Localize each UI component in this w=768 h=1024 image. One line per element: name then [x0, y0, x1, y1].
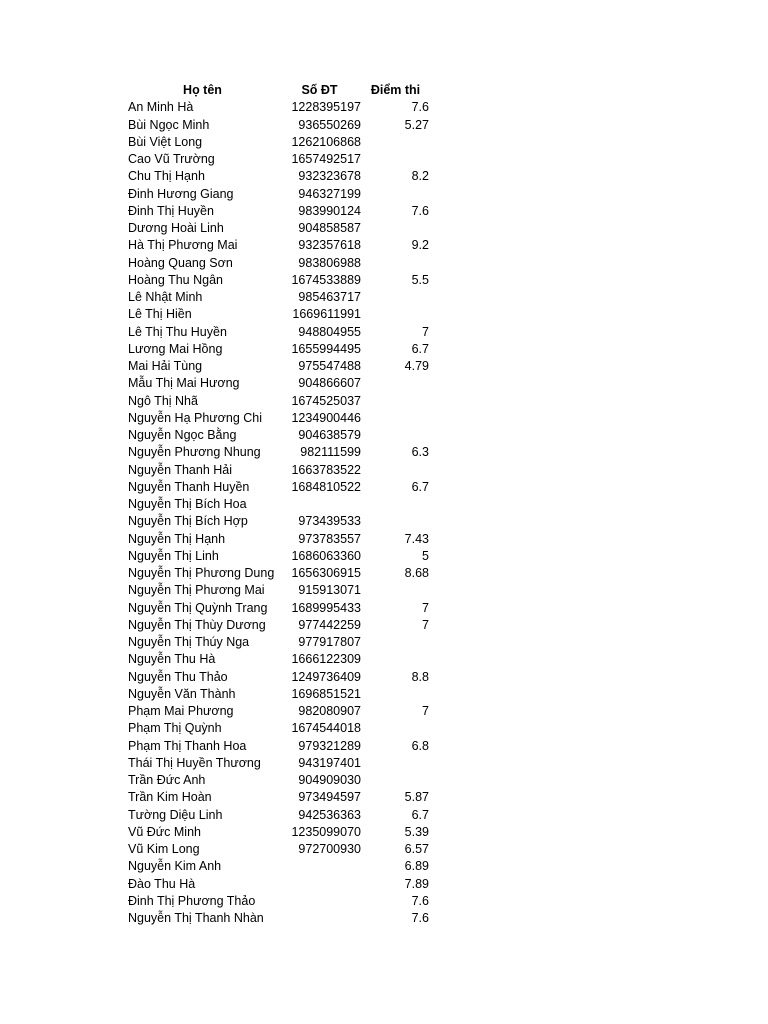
- score-cell[interactable]: 6.3: [411, 445, 429, 460]
- name-cell[interactable]: Nguyễn Phương Nhung: [128, 445, 261, 460]
- score-cell[interactable]: [361, 134, 430, 151]
- score-cell[interactable]: [361, 720, 430, 737]
- table-row: [127, 462, 430, 479]
- score-table: [127, 82, 430, 927]
- name-cell[interactable]: Đinh Thị Phương Thảo: [128, 893, 256, 908]
- score-cell[interactable]: [361, 582, 430, 599]
- name-cell[interactable]: Hoàng Thu Ngân: [128, 272, 223, 287]
- header-phone[interactable]: Số ĐT: [301, 83, 338, 98]
- score-cell[interactable]: 8.2: [411, 169, 429, 184]
- phone-cell[interactable]: 1686063360: [291, 548, 361, 563]
- table-row: [127, 203, 430, 220]
- table-row: [127, 375, 430, 392]
- phone-cell[interactable]: 983990124: [298, 203, 361, 218]
- name-cell[interactable]: Mai Hải Tùng: [128, 359, 203, 374]
- score-cell[interactable]: [361, 686, 430, 703]
- score-cell[interactable]: 6.8: [411, 738, 429, 753]
- name-cell[interactable]: Nguyễn Thị Linh: [128, 548, 219, 563]
- score-cell[interactable]: [361, 462, 430, 479]
- table-row: [127, 807, 430, 824]
- table-row: [127, 582, 430, 599]
- header-row: [127, 82, 430, 99]
- table-row: [127, 669, 430, 686]
- name-cell[interactable]: Vũ Kim Long: [128, 842, 200, 857]
- phone-cell[interactable]: 983806988: [298, 255, 361, 270]
- phone-cell[interactable]: 982080907: [298, 704, 361, 719]
- phone-cell[interactable]: 1674533889: [291, 272, 361, 287]
- table-row: [127, 324, 430, 341]
- score-cell[interactable]: 7: [422, 704, 429, 719]
- phone-cell[interactable]: 985463717: [298, 290, 361, 305]
- name-cell[interactable]: Nguyễn Văn Thành: [128, 686, 236, 701]
- score-cell[interactable]: [361, 306, 430, 323]
- name-cell[interactable]: An Minh Hà: [128, 100, 194, 115]
- table-row: [127, 272, 430, 289]
- score-cell[interactable]: 7.6: [411, 100, 429, 115]
- score-cell[interactable]: 6.57: [404, 842, 429, 857]
- name-cell[interactable]: Đinh Hương Giang: [128, 186, 234, 201]
- table-row: [127, 824, 430, 841]
- score-cell[interactable]: [361, 427, 430, 444]
- header-score[interactable]: Điểm thi: [370, 83, 421, 98]
- name-cell[interactable]: Nguyễn Thị Hạnh: [128, 531, 226, 546]
- name-cell[interactable]: Trần Đức Anh: [128, 773, 206, 788]
- table-row: [127, 738, 430, 755]
- phone-cell[interactable]: 1674544018: [291, 721, 361, 736]
- name-cell[interactable]: Lê Thị Hiền: [128, 307, 192, 322]
- table-row: [127, 479, 430, 496]
- phone-cell[interactable]: 979321289: [298, 738, 361, 753]
- score-cell[interactable]: 8.68: [404, 566, 429, 581]
- table-row: [127, 841, 430, 858]
- phone-cell[interactable]: 1228395197: [291, 100, 361, 115]
- spreadsheet: [127, 82, 430, 927]
- name-cell[interactable]: Bùi Ngọc Minh: [128, 117, 210, 132]
- score-cell[interactable]: 5.27: [404, 117, 429, 132]
- name-cell[interactable]: Phạm Mai Phương: [128, 704, 234, 719]
- table-row: [127, 617, 430, 634]
- table-row: [127, 444, 430, 461]
- name-cell[interactable]: Nguyễn Thanh Hải: [128, 462, 233, 477]
- name-cell[interactable]: Phạm Thị Thanh Hoa: [128, 738, 247, 753]
- table-body: [127, 99, 430, 927]
- name-cell[interactable]: Nguyễn Ngọc Bằng: [128, 428, 237, 443]
- phone-cell[interactable]: 1696851521: [291, 686, 361, 701]
- phone-cell[interactable]: 904638579: [298, 428, 361, 443]
- phone-cell[interactable]: 1684810522: [291, 479, 361, 494]
- table-row: [127, 565, 430, 582]
- table-row: [127, 289, 430, 306]
- table-row: [127, 99, 430, 116]
- score-cell[interactable]: [361, 496, 430, 513]
- table-row: [127, 548, 430, 565]
- phone-cell[interactable]: [278, 893, 361, 910]
- score-cell[interactable]: 7.6: [411, 893, 429, 908]
- score-cell[interactable]: 7: [422, 600, 429, 615]
- phone-cell[interactable]: 1669611991: [292, 307, 361, 322]
- table-row: [127, 151, 430, 168]
- score-cell[interactable]: 9.2: [411, 238, 429, 253]
- phone-cell[interactable]: 972700930: [298, 842, 361, 857]
- table-row: [127, 237, 430, 254]
- name-cell[interactable]: Nguyễn Thị Bích Hợp: [128, 514, 248, 529]
- name-cell[interactable]: Nguyễn Thị Phương Mai: [128, 583, 265, 598]
- table-row: [127, 220, 430, 237]
- name-cell[interactable]: Trần Kim Hoàn: [128, 790, 212, 805]
- phone-cell[interactable]: 1666122309: [291, 652, 361, 667]
- phone-cell[interactable]: 948804955: [298, 324, 361, 339]
- name-cell[interactable]: Lương Mai Hồng: [128, 341, 223, 356]
- score-cell[interactable]: 4.79: [404, 359, 429, 374]
- name-cell[interactable]: Lê Nhật Minh: [128, 290, 203, 305]
- name-cell[interactable]: Nguyễn Hạ Phương Chi: [128, 410, 262, 425]
- score-cell[interactable]: [361, 772, 430, 789]
- phone-cell[interactable]: 946327199: [298, 186, 361, 201]
- name-cell[interactable]: Đào Thu Hà: [128, 876, 196, 891]
- score-cell[interactable]: 5.39: [404, 824, 429, 839]
- score-cell[interactable]: [361, 255, 430, 272]
- score-cell[interactable]: [361, 220, 430, 237]
- phone-cell[interactable]: [278, 858, 361, 875]
- phone-cell[interactable]: 915913071: [298, 583, 361, 598]
- name-cell[interactable]: Lê Thị Thu Huyền: [128, 324, 227, 339]
- phone-cell[interactable]: 1234900446: [291, 410, 361, 425]
- table-row: [127, 755, 430, 772]
- phone-cell[interactable]: 973494597: [298, 790, 361, 805]
- name-cell[interactable]: Hoàng Quang Sơn: [128, 255, 233, 270]
- name-cell[interactable]: Ngô Thị Nhã: [128, 393, 198, 408]
- score-cell[interactable]: [361, 651, 430, 668]
- name-cell[interactable]: Nguyễn Thị Phương Dung: [128, 566, 275, 581]
- score-cell[interactable]: 6.7: [411, 479, 429, 494]
- score-cell[interactable]: 7.6: [411, 911, 429, 926]
- table-row: [127, 703, 430, 720]
- score-cell[interactable]: 8.8: [411, 669, 429, 684]
- table-row: [127, 168, 430, 185]
- name-cell[interactable]: Phạm Thị Quỳnh: [128, 721, 222, 736]
- table-row: [127, 255, 430, 272]
- score-cell[interactable]: 6.89: [404, 859, 429, 874]
- table-row: [127, 772, 430, 789]
- score-cell[interactable]: 5: [422, 548, 429, 563]
- score-cell[interactable]: [361, 289, 430, 306]
- phone-cell[interactable]: 932323678: [298, 169, 361, 184]
- name-cell[interactable]: Vũ Đức Minh: [128, 824, 201, 839]
- phone-cell[interactable]: 977442259: [298, 617, 361, 632]
- score-cell[interactable]: [361, 410, 430, 427]
- table-row: [127, 634, 430, 651]
- name-cell[interactable]: Nguyễn Thị Thùy Dương: [128, 617, 266, 632]
- table-row: [127, 117, 430, 134]
- phone-cell[interactable]: 973783557: [298, 531, 361, 546]
- table-row: [127, 134, 430, 151]
- phone-cell[interactable]: 973439533: [298, 514, 361, 529]
- score-cell[interactable]: [361, 513, 430, 530]
- phone-cell[interactable]: [278, 876, 361, 893]
- phone-cell[interactable]: 1689995433: [291, 600, 361, 615]
- table-row: [127, 910, 430, 927]
- name-cell[interactable]: Nguyễn Thu Thảo: [128, 669, 228, 684]
- score-cell[interactable]: 7: [422, 324, 429, 339]
- phone-cell[interactable]: 904866607: [298, 376, 361, 391]
- name-cell[interactable]: Nguyễn Thị Quỳnh Trang: [128, 600, 268, 615]
- phone-cell[interactable]: 1657492517: [291, 152, 361, 167]
- table-row: [127, 393, 430, 410]
- phone-cell[interactable]: 904858587: [298, 221, 361, 236]
- phone-cell[interactable]: 1262106868: [291, 134, 361, 149]
- name-cell[interactable]: Tường Diệu Linh: [128, 807, 223, 822]
- name-cell[interactable]: Dương Hoài Linh: [128, 221, 224, 236]
- phone-cell[interactable]: 1235099070: [291, 824, 361, 839]
- score-cell[interactable]: 7.6: [411, 203, 429, 218]
- name-cell[interactable]: Bùi Việt Long: [128, 134, 203, 149]
- table-row: [127, 651, 430, 668]
- table-row: [127, 306, 430, 323]
- phone-cell[interactable]: 975547488: [298, 359, 361, 374]
- score-cell[interactable]: [361, 186, 430, 203]
- phone-cell[interactable]: 936550269: [298, 117, 361, 132]
- table-row: [127, 531, 430, 548]
- score-cell[interactable]: 7: [422, 617, 429, 632]
- phone-cell[interactable]: 1249736409: [291, 669, 361, 684]
- name-cell[interactable]: Nguyễn Thị Thúy Nga: [128, 635, 250, 650]
- name-cell[interactable]: Nguyễn Thị Bích Hoa: [128, 497, 247, 512]
- table-row: [127, 789, 430, 806]
- score-cell[interactable]: [361, 393, 430, 410]
- phone-cell[interactable]: 1656306915: [291, 566, 361, 581]
- score-cell[interactable]: 7.43: [404, 531, 429, 546]
- phone-cell[interactable]: 943197401: [298, 755, 361, 770]
- name-cell[interactable]: Mẫu Thị Mai Hương: [128, 376, 240, 391]
- table-row: [127, 600, 430, 617]
- name-cell[interactable]: Đinh Thị Huyền: [128, 203, 214, 218]
- name-cell[interactable]: Chu Thị Hạnh: [128, 169, 205, 184]
- name-cell[interactable]: Cao Vũ Trường: [128, 152, 215, 167]
- name-cell[interactable]: Nguyễn Thị Thanh Nhàn: [128, 911, 264, 926]
- phone-cell[interactable]: 1674525037: [291, 393, 361, 408]
- score-cell[interactable]: 7.89: [404, 876, 429, 891]
- phone-cell[interactable]: [278, 910, 361, 927]
- table-row: [127, 893, 430, 910]
- table-row: [127, 858, 430, 875]
- score-cell[interactable]: [361, 151, 430, 168]
- score-cell[interactable]: [361, 755, 430, 772]
- score-cell[interactable]: 5.87: [404, 790, 429, 805]
- header-name[interactable]: Họ tên: [183, 83, 222, 98]
- phone-cell[interactable]: 932357618: [298, 238, 361, 253]
- name-cell[interactable]: Hà Thị Phương Mai: [128, 238, 238, 253]
- table-row: [127, 427, 430, 444]
- table-row: [127, 876, 430, 893]
- score-cell[interactable]: 5.5: [411, 272, 429, 287]
- name-cell[interactable]: Nguyễn Thu Hà: [128, 652, 216, 667]
- table-row: [127, 686, 430, 703]
- phone-cell[interactable]: 982111599: [300, 445, 361, 460]
- score-cell[interactable]: 6.7: [411, 807, 429, 822]
- table-row: [127, 720, 430, 737]
- table-row: [127, 513, 430, 530]
- phone-cell[interactable]: 904909030: [298, 773, 361, 788]
- table-row: [127, 410, 430, 427]
- phone-cell[interactable]: [278, 496, 361, 513]
- score-cell[interactable]: [361, 375, 430, 392]
- phone-cell[interactable]: 942536363: [298, 807, 361, 822]
- table-row: [127, 358, 430, 375]
- table-row: [127, 496, 430, 513]
- phone-cell[interactable]: 977917807: [298, 635, 361, 650]
- phone-cell[interactable]: 1663783522: [291, 462, 361, 477]
- score-cell[interactable]: 6.7: [411, 341, 429, 356]
- table-row: [127, 341, 430, 358]
- name-cell[interactable]: Nguyễn Thanh Huyền: [128, 479, 250, 494]
- name-cell[interactable]: Thái Thị Huyền Thương: [128, 755, 261, 770]
- table-row: [127, 186, 430, 203]
- phone-cell[interactable]: 1655994495: [291, 341, 361, 356]
- name-cell[interactable]: Nguyễn Kim Anh: [128, 859, 222, 874]
- score-cell[interactable]: [361, 634, 430, 651]
